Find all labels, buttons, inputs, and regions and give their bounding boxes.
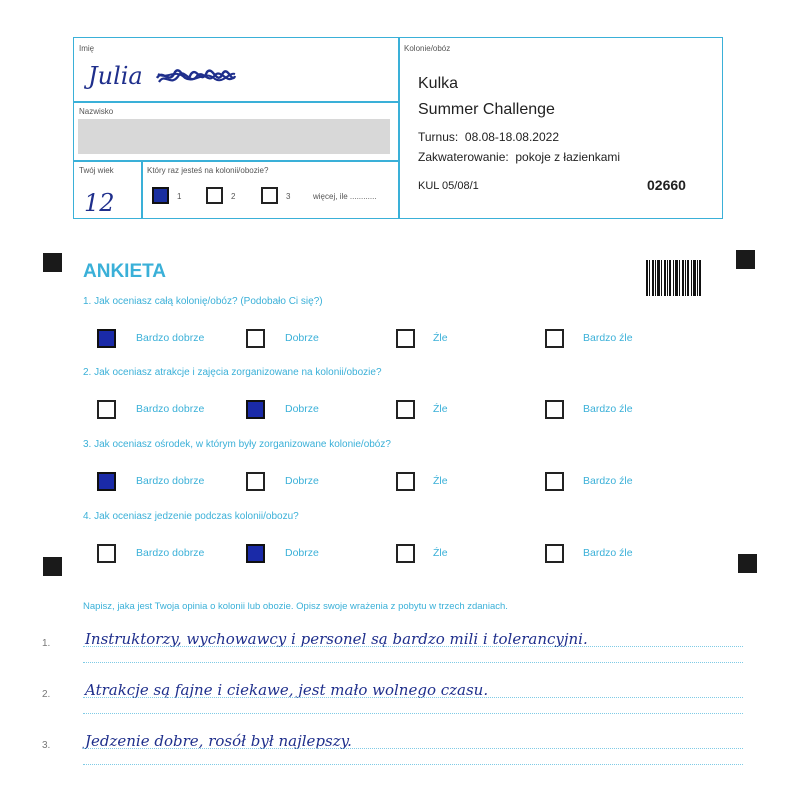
header-divider-age <box>141 160 143 219</box>
ktory-raz-option-1: 1 <box>177 192 182 201</box>
question-2-option-1-label: Bardzo dobrze <box>136 403 205 415</box>
opinion-line-1-number: 1. <box>42 638 51 649</box>
question-4-option-1-label: Bardzo dobrze <box>136 547 205 559</box>
question-1-text: 1. Jak oceniasz całą kolonię/obóz? (Podobało Ci się?) <box>83 296 323 307</box>
ktory-raz-label: Który raz jesteś na kolonii/obozie? <box>147 166 269 175</box>
header-divider-row2 <box>73 160 399 162</box>
question-3-option-2-label: Dobrze <box>285 475 319 487</box>
imie-value: Julia <box>88 62 143 90</box>
ktory-raz-checkbox-2[interactable] <box>206 187 223 204</box>
question-3-option-3-checkbox[interactable] <box>396 472 415 491</box>
question-2-text: 2. Jak oceniasz atrakcje i zajęcia zorganizowane na kolonii/obozie? <box>83 367 382 378</box>
question-4-option-2-checkbox[interactable] <box>246 544 265 563</box>
ktory-raz-checkbox-1[interactable] <box>152 187 169 204</box>
nazwisko-label: Nazwisko <box>79 107 114 116</box>
question-1-option-1-checkbox[interactable] <box>97 329 116 348</box>
question-2-option-4-label: Bardzo źle <box>583 403 633 415</box>
question-3-option-1-checkbox[interactable] <box>97 472 116 491</box>
survey-title: ANKIETA <box>83 261 167 282</box>
question-1-option-2-checkbox[interactable] <box>246 329 265 348</box>
wiek-label: Twój wiek <box>79 166 114 175</box>
question-2-option-3-checkbox[interactable] <box>396 400 415 419</box>
camp-name-1: Kulka <box>418 75 459 92</box>
question-1-option-4-checkbox[interactable] <box>545 329 564 348</box>
barcode <box>646 260 702 301</box>
kolonia-label: Kolonie/obóz <box>404 44 451 53</box>
header-divider-row1 <box>73 101 399 103</box>
question-4-option-3-label: Źle <box>433 547 448 559</box>
question-3-option-3-label: Źle <box>433 475 448 487</box>
opinion-line-2-text: Atrakcje są fajne i ciekawe, jest mało wolnego czasu. <box>85 681 489 699</box>
opinion-line-3-rule-secondary <box>83 764 743 765</box>
question-1-option-3-checkbox[interactable] <box>396 329 415 348</box>
question-4-text: 4. Jak oceniasz jedzenie podczas kolonii/obozu? <box>83 511 299 522</box>
opinion-line-2-rule-secondary <box>83 713 743 714</box>
question-1-option-2-label: Dobrze <box>285 332 319 344</box>
opinion-line-3-text: Jedzenie dobre, rosół był najlepszy. <box>85 732 352 750</box>
ktory-raz-option-2: 2 <box>231 192 236 201</box>
question-4-option-4-label: Bardzo źle <box>583 547 633 559</box>
opinion-line-3-rule <box>83 748 743 749</box>
camp-code: KUL 05/08/1 <box>418 180 479 192</box>
question-4-option-2-label: Dobrze <box>285 547 319 559</box>
question-3-option-1-label: Bardzo dobrze <box>136 475 205 487</box>
nazwisko-redacted <box>78 119 390 154</box>
wiek-value: 12 <box>84 189 115 217</box>
registration-marker-top-right <box>736 250 755 269</box>
question-1-option-3-label: Źle <box>433 332 448 344</box>
registration-marker-bottom-right <box>738 554 757 573</box>
question-3-text: 3. Jak oceniasz ośrodek, w którym były zorganizowane kolonie/obóz? <box>83 439 391 450</box>
question-3-option-4-label: Bardzo źle <box>583 475 633 487</box>
opinion-line-2-number: 2. <box>42 689 51 700</box>
question-1-option-1-label: Bardzo dobrze <box>136 332 205 344</box>
question-3-option-4-checkbox[interactable] <box>545 472 564 491</box>
question-4-option-1-checkbox[interactable] <box>97 544 116 563</box>
question-2-option-2-checkbox[interactable] <box>246 400 265 419</box>
ktory-raz-checkbox-3[interactable] <box>261 187 278 204</box>
question-2-option-2-label: Dobrze <box>285 403 319 415</box>
camp-name-2: Summer Challenge <box>418 101 555 118</box>
ktory-raz-more: więcej, ile ............ <box>313 192 377 201</box>
zakwaterowanie: Zakwaterowanie: pokoje z łazienkami <box>418 150 621 164</box>
question-2-option-1-checkbox[interactable] <box>97 400 116 419</box>
form-number: 02660 <box>647 177 686 193</box>
registration-marker-top-left <box>43 253 62 272</box>
opinion-line-1-text: Instruktorzy, wychowawcy i personel są bardzo mili i tolerancyjni. <box>85 630 588 648</box>
opinion-line-2-rule <box>83 697 743 698</box>
question-2-option-3-label: Źle <box>433 403 448 415</box>
imie-label: Imię <box>79 44 95 53</box>
header-divider-vertical <box>398 37 400 219</box>
question-1-option-4-label: Bardzo źle <box>583 332 633 344</box>
question-2-option-4-checkbox[interactable] <box>545 400 564 419</box>
opinion-line-3-number: 3. <box>42 740 51 751</box>
registration-marker-bottom-left <box>43 557 62 576</box>
opinion-line-1-rule-secondary <box>83 662 743 663</box>
opinion-line-1-rule <box>83 646 743 647</box>
question-3-option-2-checkbox[interactable] <box>246 472 265 491</box>
opinion-prompt: Napisz, jaka jest Twoja opinia o kolonii lub obozie. Opisz swoje wrażenia z pobytu w trzech zdaniach. <box>83 601 508 612</box>
question-4-option-3-checkbox[interactable] <box>396 544 415 563</box>
ktory-raz-option-3: 3 <box>286 192 291 201</box>
question-4-option-4-checkbox[interactable] <box>545 544 564 563</box>
turnus: Turnus: 08.08-18.08.2022 <box>418 130 559 144</box>
scribbled-surname <box>155 66 237 88</box>
